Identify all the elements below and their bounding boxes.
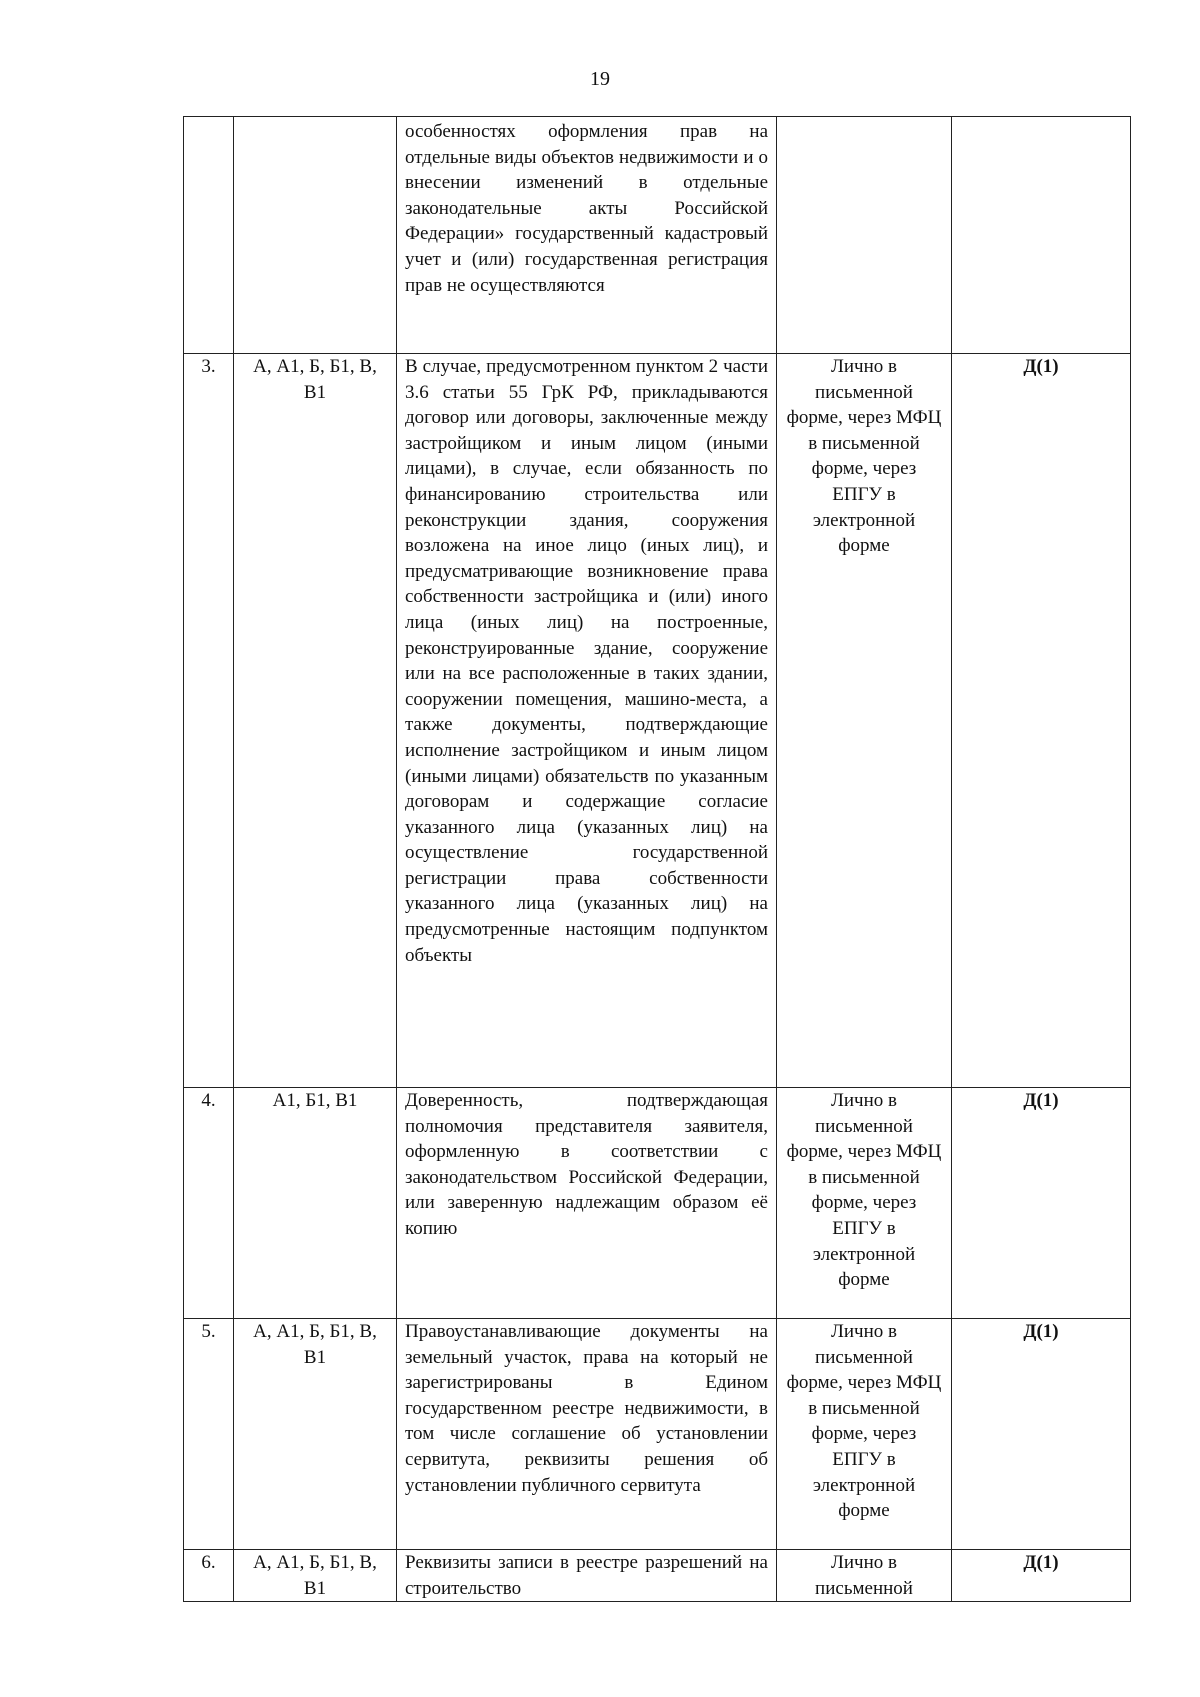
row-code: Д(1) [952,1319,1131,1550]
row-document-text: особенностях оформления прав на отдельные виды объектов недвижимости и о внесении изменений в отдельные законодательные акты Российской Федерации» государственный кадастровый учет и (или) государственная регистрация прав не осуществляются [397,117,777,354]
row-number: 4. [184,1088,234,1319]
row-number [184,117,234,354]
row-document-text: Правоустанавливающие документы на земельный участок, права на который не зарегистрированы в Едином государственном реестре недвижимости, в том числе соглашение об установлении сервитута, реквизиты решения об установлении публичного сервитута [397,1319,777,1550]
row-categories: А1, Б1, В1 [234,1088,397,1319]
row-number: 6. [184,1550,234,1602]
documents-table [183,116,1131,1602]
row-submission-method: Лично в письменной [777,1550,952,1602]
row-submission-method: Лично в письменной форме, через МФЦ в письменной форме, через ЕПГУ в электронной форме [777,1319,952,1550]
table-row [184,1550,1131,1602]
table-row [184,1319,1131,1550]
row-categories [234,117,397,354]
row-submission-method [777,117,952,354]
row-categories: А, А1, Б, Б1, В, В1 [234,1550,397,1602]
row-document-text: В случае, предусмотренном пунктом 2 части 3.6 статьи 55 ГрК РФ, прикладываются договор или договоры, заключенные между застройщиком и иным лицом (иными лицами), в случае, если обязанность по финансированию строительства или реконструкции здания, сооружения возложена на иное лицо (иных лиц), и предусматривающие возникновение права собственности застройщика и (или) иного лица (иных лиц) на построенные, реконструированные здание, сооружение или на все расположенные в таких здании, сооружении помещения, машино-места, а также документы, подтверждающие исполнение застройщиком и иным лицом (иными лицами) обязательств по указанным договорам и содержащие согласие указанного лица (указанных лиц) на осуществление государственной регистрации права собственности указанного лица (указанных лиц) на предусмотренные настоящим подпунктом объекты [397,354,777,1088]
row-document-text: Доверенность, подтверждающая полномочия представителя заявителя, оформленную в соответствии с законодательством Российской Федерации, или заверенную надлежащим образом её копию [397,1088,777,1319]
row-document-text: Реквизиты записи в реестре разрешений на строительство [397,1550,777,1602]
row-code: Д(1) [952,1550,1131,1602]
row-categories: А, А1, Б, Б1, В, В1 [234,1319,397,1550]
row-number: 5. [184,1319,234,1550]
table-row [184,354,1131,1088]
table-row [184,1088,1131,1319]
row-categories: А, А1, Б, Б1, В, В1 [234,354,397,1088]
row-code [952,117,1131,354]
row-number: 3. [184,354,234,1088]
page-number: 19 [590,68,610,90]
row-code: Д(1) [952,1088,1131,1319]
row-submission-method: Лично в письменной форме, через МФЦ в письменной форме, через ЕПГУ в электронной форме [777,354,952,1088]
row-submission-method: Лично в письменной форме, через МФЦ в письменной форме, через ЕПГУ в электронной форме [777,1088,952,1319]
row-code: Д(1) [952,354,1131,1088]
table-row [184,117,1131,354]
